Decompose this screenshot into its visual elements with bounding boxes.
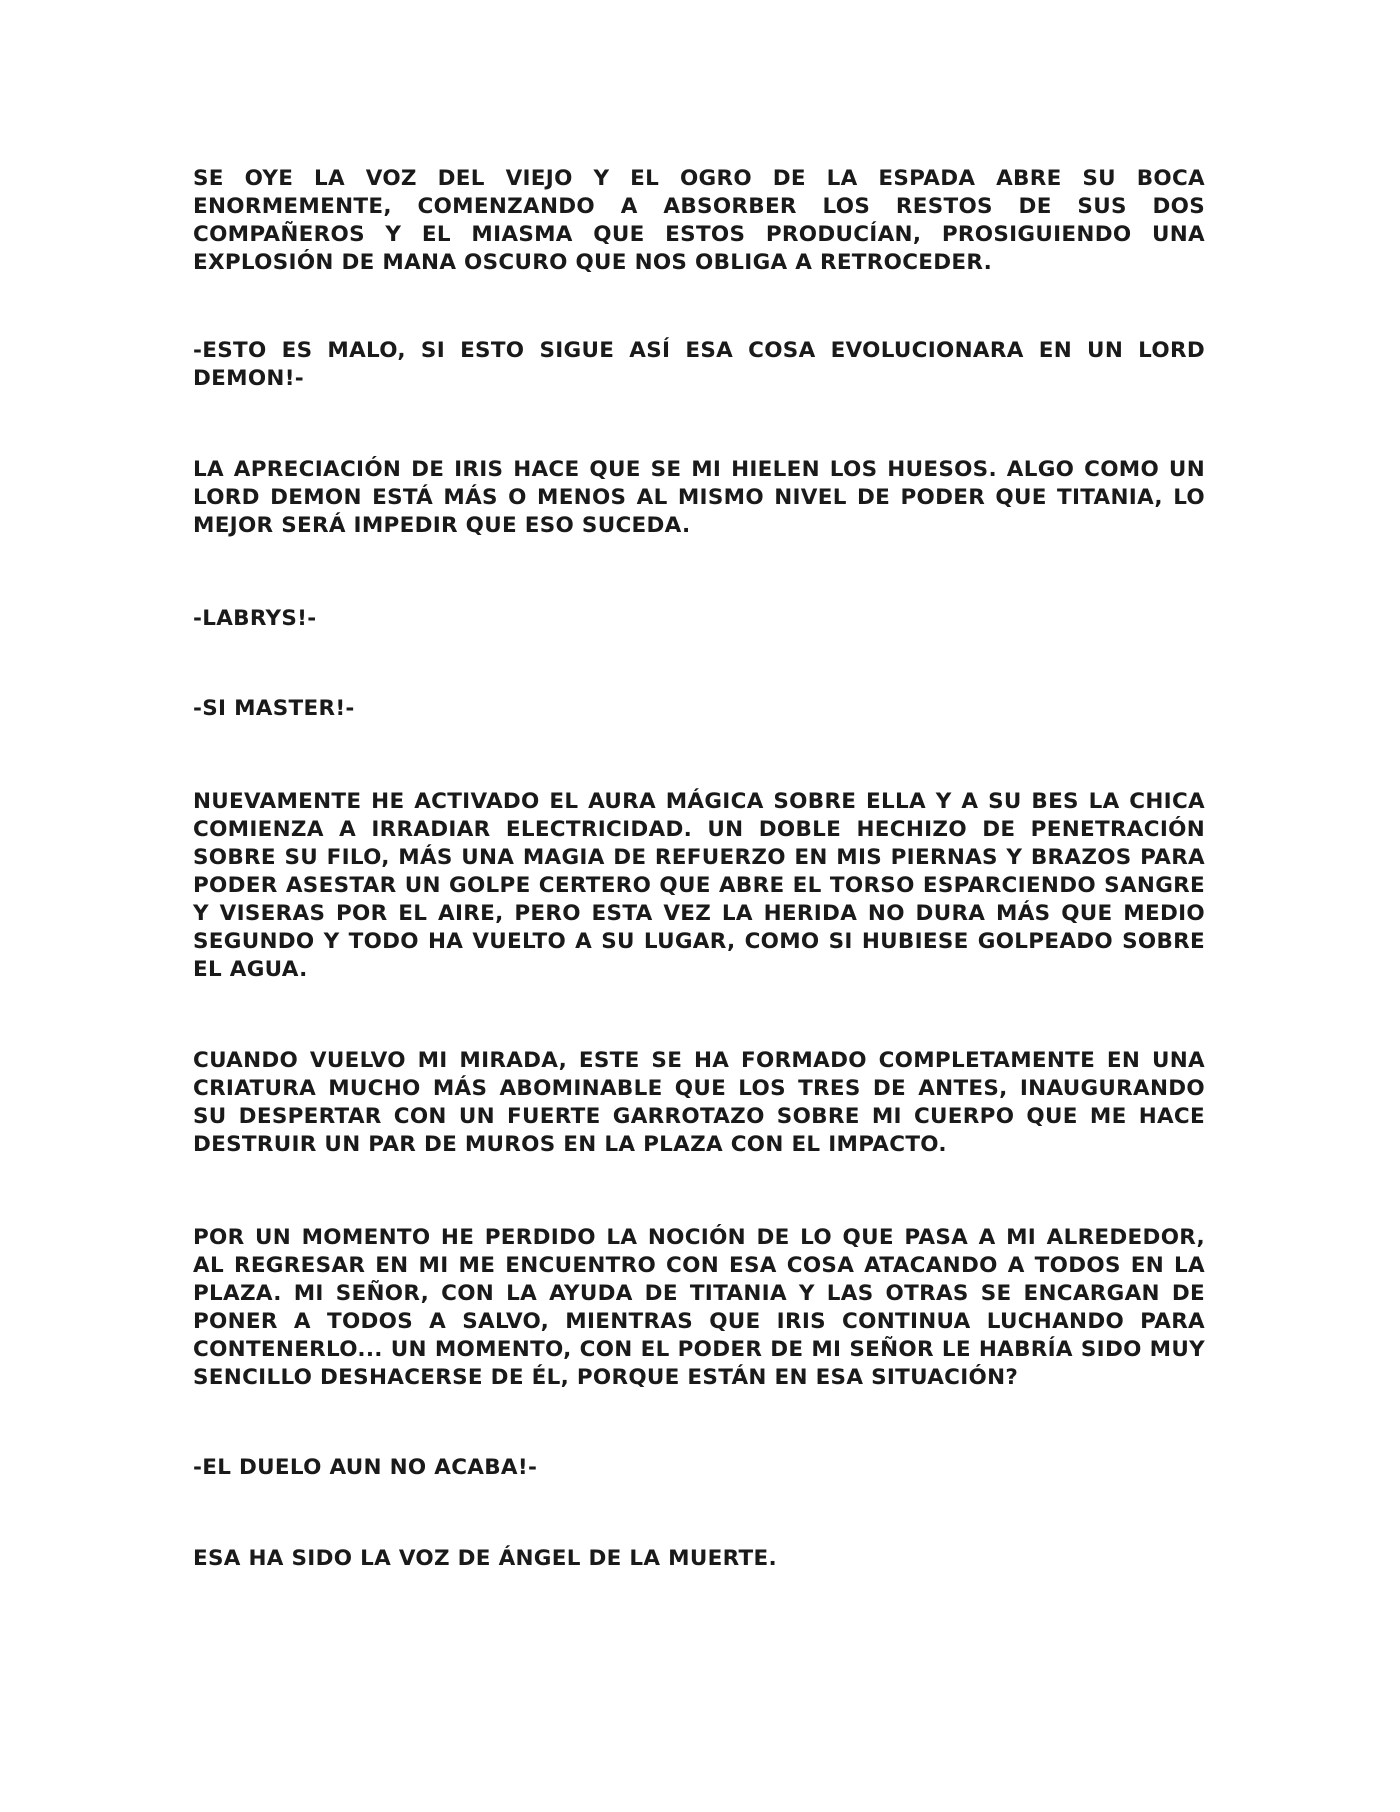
paragraph-narration: SE OYE LA VOZ DEL VIEJO Y EL OGRO DE LA ESPADA ABRE SU BOCA ENORMEMENTE, COMENZANDO A ABSORBER LOS RESTOS DE SUS DOS COMPAÑEROS Y EL MIASMA QUE ESTOS PRODUCÍAN, PROSIGUIENDO UNA EXPLOSIÓN DE MANA OSCURO QUE NOS OBLIGA A RETROCEDER. (193, 166, 1205, 275)
paragraph-dialogue: -EL DUELO AUN NO ACABA!- (193, 1455, 538, 1480)
paragraph-narration: POR UN MOMENTO HE PERDIDO LA NOCIÓN DE LO QUE PASA A MI ALREDEDOR, AL REGRESAR EN MI ME ENCUENTRO CON ESA COSA ATACANDO A TODOS EN LA PLAZA. MI SEÑOR, CON LA AYUDA DE TITANIA Y LAS OTRAS SE ENCARGAN DE PONER A TODOS A SALVO, MIENTRAS QUE IRIS CONTINUA LUCHANDO PARA CONTENERLO... UN MOMENTO, CON EL PODER DE MI SEÑOR LE HABRÍA SIDO MUY SENCILLO DESHACERSE DE ÉL, PORQUE ESTÁN EN ESA SITUACIÓN? (193, 1225, 1205, 1390)
paragraph-dialogue: -ESTO ES MALO, SI ESTO SIGUE ASÍ ESA COSA EVOLUCIONARA EN UN LORD DEMON!- (193, 338, 1205, 391)
paragraph-narration: ESA HA SIDO LA VOZ DE ÁNGEL DE LA MUERTE. (193, 1546, 777, 1571)
paragraph-dialogue: -SI MASTER!- (193, 696, 355, 721)
paragraph-narration: NUEVAMENTE HE ACTIVADO EL AURA MÁGICA SOBRE ELLA Y A SU BES LA CHICA COMIENZA A IRRADIAR ELECTRICIDAD. UN DOBLE HECHIZO DE PENETRACIÓN SOBRE SU FILO, MÁS UNA MAGIA DE REFUERZO EN MIS PIERNAS Y BRAZOS PARA PODER ASESTAR UN GOLPE CERTERO QUE ABRE EL TORSO ESPARCIENDO SANGRE Y VISERAS POR EL AIRE, PERO ESTA VEZ LA HERIDA NO DURA MÁS QUE MEDIO SEGUNDO Y TODO HA VUELTO A SU LUGAR, COMO SI HUBIESE GOLPEADO SOBRE EL AGUA. (193, 789, 1205, 982)
paragraph-dialogue: -LABRYS!- (193, 606, 317, 631)
paragraph-narration: LA APRECIACIÓN DE IRIS HACE QUE SE MI HIELEN LOS HUESOS. ALGO COMO UN LORD DEMON ESTÁ MÁS O MENOS AL MISMO NIVEL DE PODER QUE TITANIA, LO MEJOR SERÁ IMPEDIR QUE ESO SUCEDA. (193, 457, 1205, 538)
paragraph-narration: CUANDO VUELVO MI MIRADA, ESTE SE HA FORMADO COMPLETAMENTE EN UNA CRIATURA MUCHO MÁS ABOMINABLE QUE LOS TRES DE ANTES, INAUGURANDO SU DESPERTAR CON UN FUERTE GARROTAZO SOBRE MI CUERPO QUE ME HACE DESTRUIR UN PAR DE MUROS EN LA PLAZA CON EL IMPACTO. (193, 1048, 1205, 1157)
